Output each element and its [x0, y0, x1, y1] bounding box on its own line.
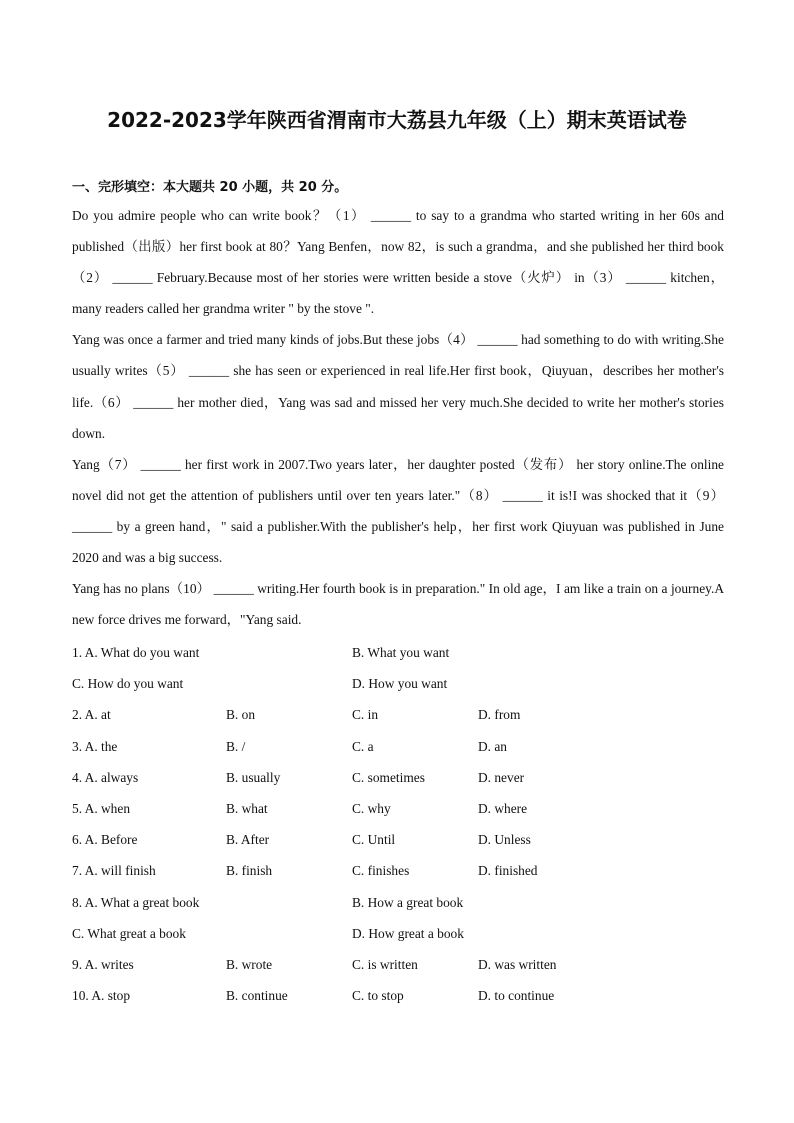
option-text: 1. A. What do you want — [72, 645, 200, 660]
option-text: 4. A. always — [72, 769, 139, 785]
option-text: B. wrote — [226, 956, 273, 972]
passage-paragraph: Do you admire people who can write book？（1） ______ to say to a grandma who started writing in her 60s and published（出版）her first book at 80？Yang Benfen，now 82，is such a grandma，and she published her third book（2） ______ February.Because most of her stories were written beside a stove（火炉） in（3） ______ kitchen，many readers called her grandma writer " by the stove ". — [72, 208, 724, 317]
option-text: C. sometimes — [352, 769, 425, 785]
option-row — [72, 887, 732, 918]
passage-paragraph: Yang（7） ______ her first work in 2007.Two years later，her daughter posted（发布） her story online.The online novel did not get the attention of publishers until over ten years later."（8） ______ it is!I was shocked that it（9） ______ by a green hand，" said a publisher.With the publisher's help，her first work Qiuyuan was published in June 2020 and was a big success. — [72, 456, 724, 566]
option-text: D. How you want — [352, 676, 448, 692]
option-row — [72, 855, 732, 886]
option-text: C. why — [352, 800, 391, 816]
option-text: 2. A. at — [72, 707, 111, 723]
option-text: C. finishes — [352, 863, 410, 879]
option-text: B. finish — [226, 863, 273, 879]
option-text: 9. A. writes — [72, 956, 134, 972]
option-text: B. what — [226, 800, 268, 816]
option-text: D. never — [478, 769, 525, 785]
option-text: D. Unless — [478, 832, 531, 848]
option-row — [72, 762, 732, 793]
page-title: 2022-2023学年陕西省渭南市大荔县九年级（上）期末英语试卷 — [107, 108, 687, 132]
option-text: D. finished — [478, 863, 538, 879]
option-text: D. an — [478, 738, 508, 754]
option-text: B. How a great book — [352, 894, 464, 910]
option-text: 7. A. will finish — [72, 863, 156, 879]
option-row — [72, 637, 732, 668]
option-text: C. is written — [352, 956, 418, 972]
option-text: D. How great a book — [352, 925, 464, 941]
option-text: 10. A. stop — [72, 988, 131, 1004]
option-text: B. on — [226, 707, 256, 723]
option-row — [72, 668, 732, 699]
option-text: C. What great a book — [72, 925, 186, 941]
option-text: C. How do you want — [72, 676, 184, 692]
option-row — [72, 731, 732, 762]
option-text: C. Until — [352, 832, 396, 848]
answer-options — [72, 637, 732, 1011]
option-text: 5. A. when — [72, 800, 131, 816]
passage-paragraph: Yang was once a farmer and tried many kinds of jobs.But these jobs（4） ______ had something to do with writing.She usually writes（5） ______ she has seen or experienced in real life.Her first book，Qiuyuan，describes her mother's life.（6） ______ her mother died，Yang was sad and missed her very much.She decided to write her mother's stories down. — [72, 332, 724, 441]
option-text: D. from — [478, 707, 521, 723]
section-heading: 一、完形填空：本大题共 20 小题，共 20 分。 — [72, 180, 348, 195]
option-text: 3. A. the — [72, 738, 118, 754]
passage-paragraph: Yang has no plans（10） ______ writing.Her fourth book is in preparation." In old age，I am like a train on a journey.A new force drives me forward，"Yang said. — [72, 581, 724, 628]
option-text: C. in — [352, 707, 379, 723]
option-text: D. where — [478, 800, 528, 816]
option-row — [72, 699, 732, 730]
option-text: B. / — [226, 738, 246, 754]
option-text: B. usually — [226, 769, 281, 785]
option-row — [72, 949, 732, 980]
option-text: C. a — [352, 738, 374, 754]
option-row — [72, 793, 732, 824]
option-text: C. to stop — [352, 988, 404, 1004]
option-row — [72, 918, 732, 949]
option-text: 6. A. Before — [72, 832, 138, 848]
option-text: B. continue — [226, 988, 288, 1004]
option-text: B. After — [226, 832, 270, 848]
option-row — [72, 824, 732, 855]
option-text: D. to continue — [478, 988, 555, 1004]
cloze-passage — [72, 200, 724, 635]
option-text: B. What you want — [352, 645, 450, 660]
option-text: 8. A. What a great book — [72, 894, 200, 910]
option-row — [72, 980, 732, 1011]
option-text: D. was written — [478, 956, 557, 972]
